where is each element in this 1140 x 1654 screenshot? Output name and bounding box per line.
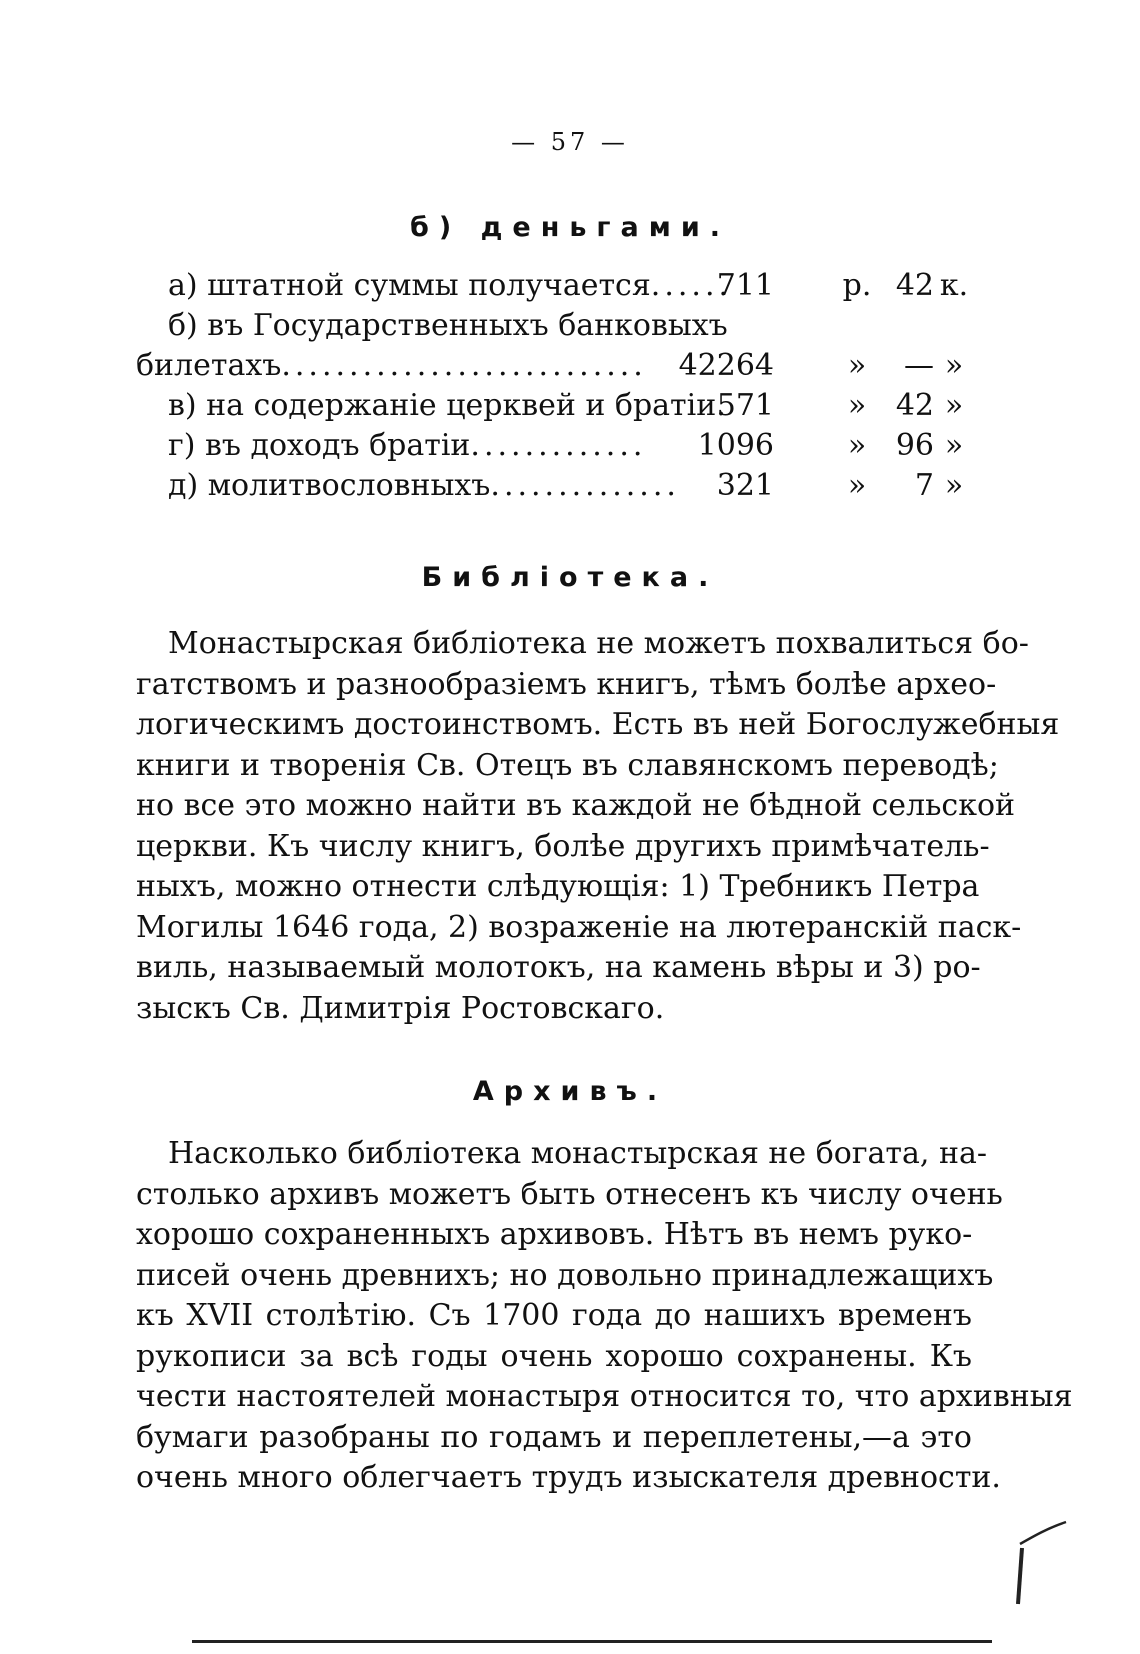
money-row-label: д) молитвословныхъ.............. [168,468,680,503]
paragraph-line: виль, называемый молотокъ, на камень вѣры и 3) ро- [136,950,981,985]
money-row-unit2: » [944,468,964,503]
money-row-unit: » [847,428,867,463]
money-row-unit: » [847,388,867,423]
paragraph-line: гатствомъ и разнообразіемъ книгъ, тѣмъ болѣе архео- [136,666,997,702]
money-row-unit2: » [944,388,964,423]
paragraph-line: рукописи за всѣ годы очень хорошо сохранены. Къ [136,1338,972,1374]
money-row-rubles: 321 [716,468,774,503]
money-row-kopecks: 7 [914,468,934,503]
archive-paragraph [136,1134,1073,1499]
paragraph-line: Могилы 1646 года, 2) возраженіе на лютеранскій паск- [136,909,1022,945]
section-heading-money: б) деньгами. [409,212,730,243]
paragraph-line: бумаги разобраны по годамъ и переплетены,—а это [136,1419,972,1455]
paragraph-line: зыскъ Св. Димитрія Ростовскаго. [136,990,665,1026]
money-row-kopecks: 42 [895,388,934,423]
money-table [136,266,972,506]
section-heading-archive: Архивъ. [472,1076,668,1107]
money-row [136,266,972,306]
library-paragraph [136,624,1060,1029]
money-row-unit: » [847,468,867,503]
money-row-unit: р. [842,268,872,303]
money-row-kopecks: 96 [895,428,934,463]
scan-bottom-rule [192,1640,992,1643]
money-row-unit2: » [944,428,964,463]
money-row-unit2: » [944,348,964,383]
money-row-unit2: к. [939,268,969,303]
money-row-rubles: 711 [716,268,774,303]
money-row-rubles: 1096 [697,428,774,463]
money-row-label: г) въ доходъ братіи............. [168,428,647,463]
money-row-label: билетахъ........................... [136,348,647,383]
paragraph-line: писей очень древнихъ; но довольно принадлежащихъ [136,1257,994,1293]
money-row-label: б) въ Государственныхъ банковыхъ [168,308,728,343]
scan-scratch-mark [1008,1518,1068,1608]
money-row [136,386,972,426]
paragraph-line: книги и творенія Св. Отецъ въ славянскомъ переводѣ; [136,747,999,783]
paragraph-line: Насколько библіотека монастырская не богата, на- [168,1136,987,1171]
paragraph-line: чести настоятелей монастыря относится то, что архивныя [136,1379,1073,1414]
money-row-rubles: 571 [716,388,774,423]
paragraph-line: очень много облегчаетъ трудъ изыскателя древности. [136,1460,1001,1495]
money-row-label: а) штатной суммы получается...... [168,268,733,303]
section-heading-library: Библіотека. [421,562,719,593]
money-row-label: в) на содержаніе церквей и братіи. [168,388,726,423]
money-row [136,346,972,386]
money-row [136,466,972,506]
page-number: — 57 — [511,128,629,156]
paragraph-line: но все это можно найти въ каждой не бѣдной сельской [136,788,1016,823]
money-row-rubles: 42264 [678,348,774,383]
paragraph-line: хорошо сохраненныхъ архивовъ. Нѣтъ въ немъ руко- [136,1217,973,1252]
paragraph-line: ныхъ, можно отнести слѣдующія: 1) Требникъ Петра [136,869,980,904]
money-row-kopecks: — [904,348,934,383]
money-row-kopecks: 42 [895,268,934,303]
paragraph-line: къ XVII столѣтію. Съ 1700 года до нашихъ временъ [136,1298,972,1333]
paragraph-line: логическимъ достоинствомъ. Есть въ ней Богослужебныя [136,707,1060,742]
paragraph-line: церкви. Къ числу книгъ, болѣе другихъ примѣчатель- [136,828,990,864]
money-row [136,426,972,466]
money-row [136,306,972,346]
paragraph-line: столько архивъ можетъ быть отнесенъ къ числу очень [136,1176,1003,1212]
paragraph-line: Монастырская библіотека не можетъ похвалиться бо- [168,626,1029,661]
money-row-unit: » [847,348,867,383]
